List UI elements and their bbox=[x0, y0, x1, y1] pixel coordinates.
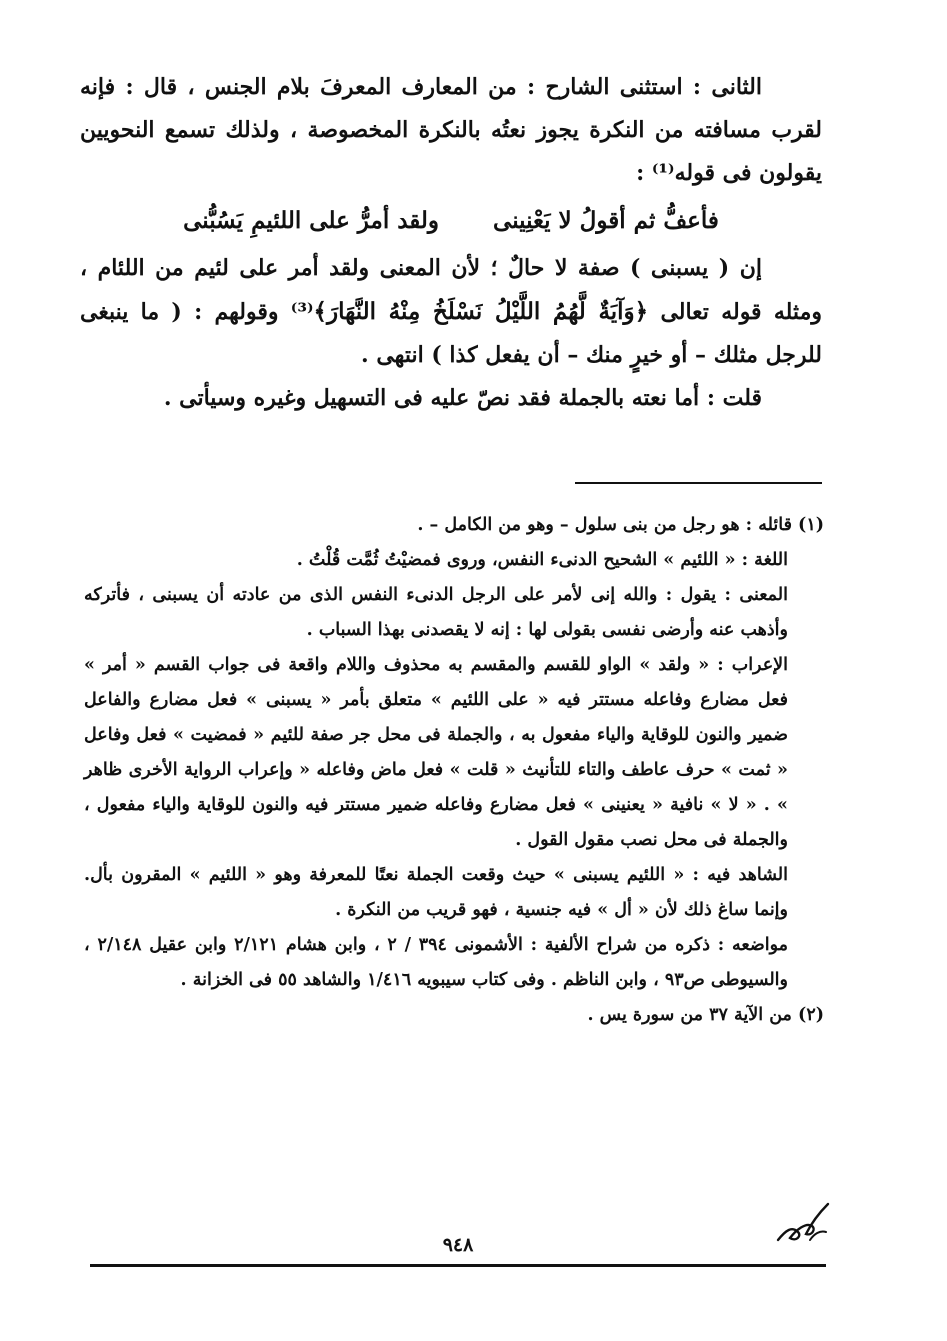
page-footer bbox=[90, 1232, 826, 1272]
footnote-lugha: اللغة : « اللئيم » الشحيح الدنىء النفس، وروى فمضيْتُ ثُمَّت قُلْتُ . bbox=[296, 550, 788, 570]
explanation-continued: ⁽³⁾ وقولهم : ( ما ينبغى للرجل مثلك – أو خيرٍ منك – أن يفعل كذا ) انتهى . bbox=[80, 299, 822, 368]
footnote-1-intro: (١) قائله : هو رجل من بنى سلول – وهو من الكامل – . bbox=[417, 515, 824, 535]
main-text bbox=[80, 66, 822, 420]
footnotes bbox=[84, 508, 824, 1033]
footnote-2: (٢) من الآية ٣٧ من سورة يس . bbox=[587, 1005, 824, 1025]
paragraph-intro: الثانى : استثنى الشارح : من المعارف المعرفَ بلام الجنس ، قال : فإنه لقرب مسافته من النكرة يجوز نعتُه بالنكرة المخصوصة ، ولذلك تسمع النحويين يقولون فى قوله⁽¹⁾ : bbox=[80, 74, 822, 186]
footnote-maana: المعنى : يقول : والله إنى لأمر على الرجل الدنىء النفس الذى من عادته أن يسبنى ، فأتركه وأذهب عنه وأرضى نفسى بقولى لها : إنه لا يقصدنى بهذا السباب . bbox=[84, 585, 788, 640]
page-number: ٩٤٨ bbox=[442, 1234, 474, 1256]
explanation-text: إن ( يسبنى ) صفة لا حالٌ ؛ لأن المعنى ولقد أمر على لئيم من اللئام ، ومثله قوله تعالى bbox=[80, 255, 822, 325]
quran-verse: ﴿وَآيَةٌ لَّهُمُ اللَّيْلُ نَسْلَخُ مِنْهُ النَّهَارَ﴾ bbox=[313, 298, 649, 325]
verse-second-hemistich: فأعفُّ ثم أقولُ لا يَعْنِينى bbox=[493, 207, 719, 234]
footnote-irab: الإعراب : « ولقد » الواو للقسم والمقسم به محذوف واللام واقعة فى جواب القسم « أمر » فعل مضارع وفاعله مستتر فيه « على اللئيم » متعلق بأمر « يسبنى » فعل مضارع والفاعل ضمير والنون للوقاية والياء مفعول به ، والجملة فى محل جر صفة للئيم « فمضيت » فعل وفاعل « ثمت » حرف عاطف والتاء للتأنيث « قلت » فعل ماض وفاعله « وإعراب الرواية الأخرى ظاهر » . « لا » نافية « يعنينى » فعل مضارع وفاعله ضمير مستتر فيه والنون للوقاية والياء مفعول ، والجملة فى محل نصب مقول القول . bbox=[84, 655, 788, 850]
paragraph-note: قلت : أما نعته بالجملة فقد نصّ عليه فى التسهيل وغيره وسيأتى . bbox=[163, 385, 762, 411]
footnote-separator bbox=[575, 482, 822, 484]
paragraph-explanation bbox=[80, 247, 822, 377]
publisher-logo-icon bbox=[772, 1200, 832, 1246]
footnote-mawadi: مواضعه : ذكره من شراح الألفية : الأشمونى ٣٩٤ / ٢ ، وابن هشام ٢/١٢١ وابن عقيل ٢/١٤٨ ، والسيوطى ص٩٣ ، وابن الناظم . وفى كتاب سيبويه ١/٤١٦ والشاهد ٥٥ فى الخزانة . bbox=[84, 935, 788, 990]
footnote-shahid: الشاهد فيه : « اللئيم يسبنى » حيث وقعت الجملة نعتًا للمعرفة وهو « اللئيم » المقرون بأل. وإنما ساغ ذلك لأن « أل » فيه جنسية ، فهو قريب من النكرة . bbox=[84, 865, 788, 920]
verse-first-hemistich: ولقد أمرُّ على اللئيمِ يَسُبُّنى bbox=[183, 207, 440, 234]
poetry-verse bbox=[80, 195, 822, 247]
footer-rule bbox=[90, 1264, 826, 1267]
